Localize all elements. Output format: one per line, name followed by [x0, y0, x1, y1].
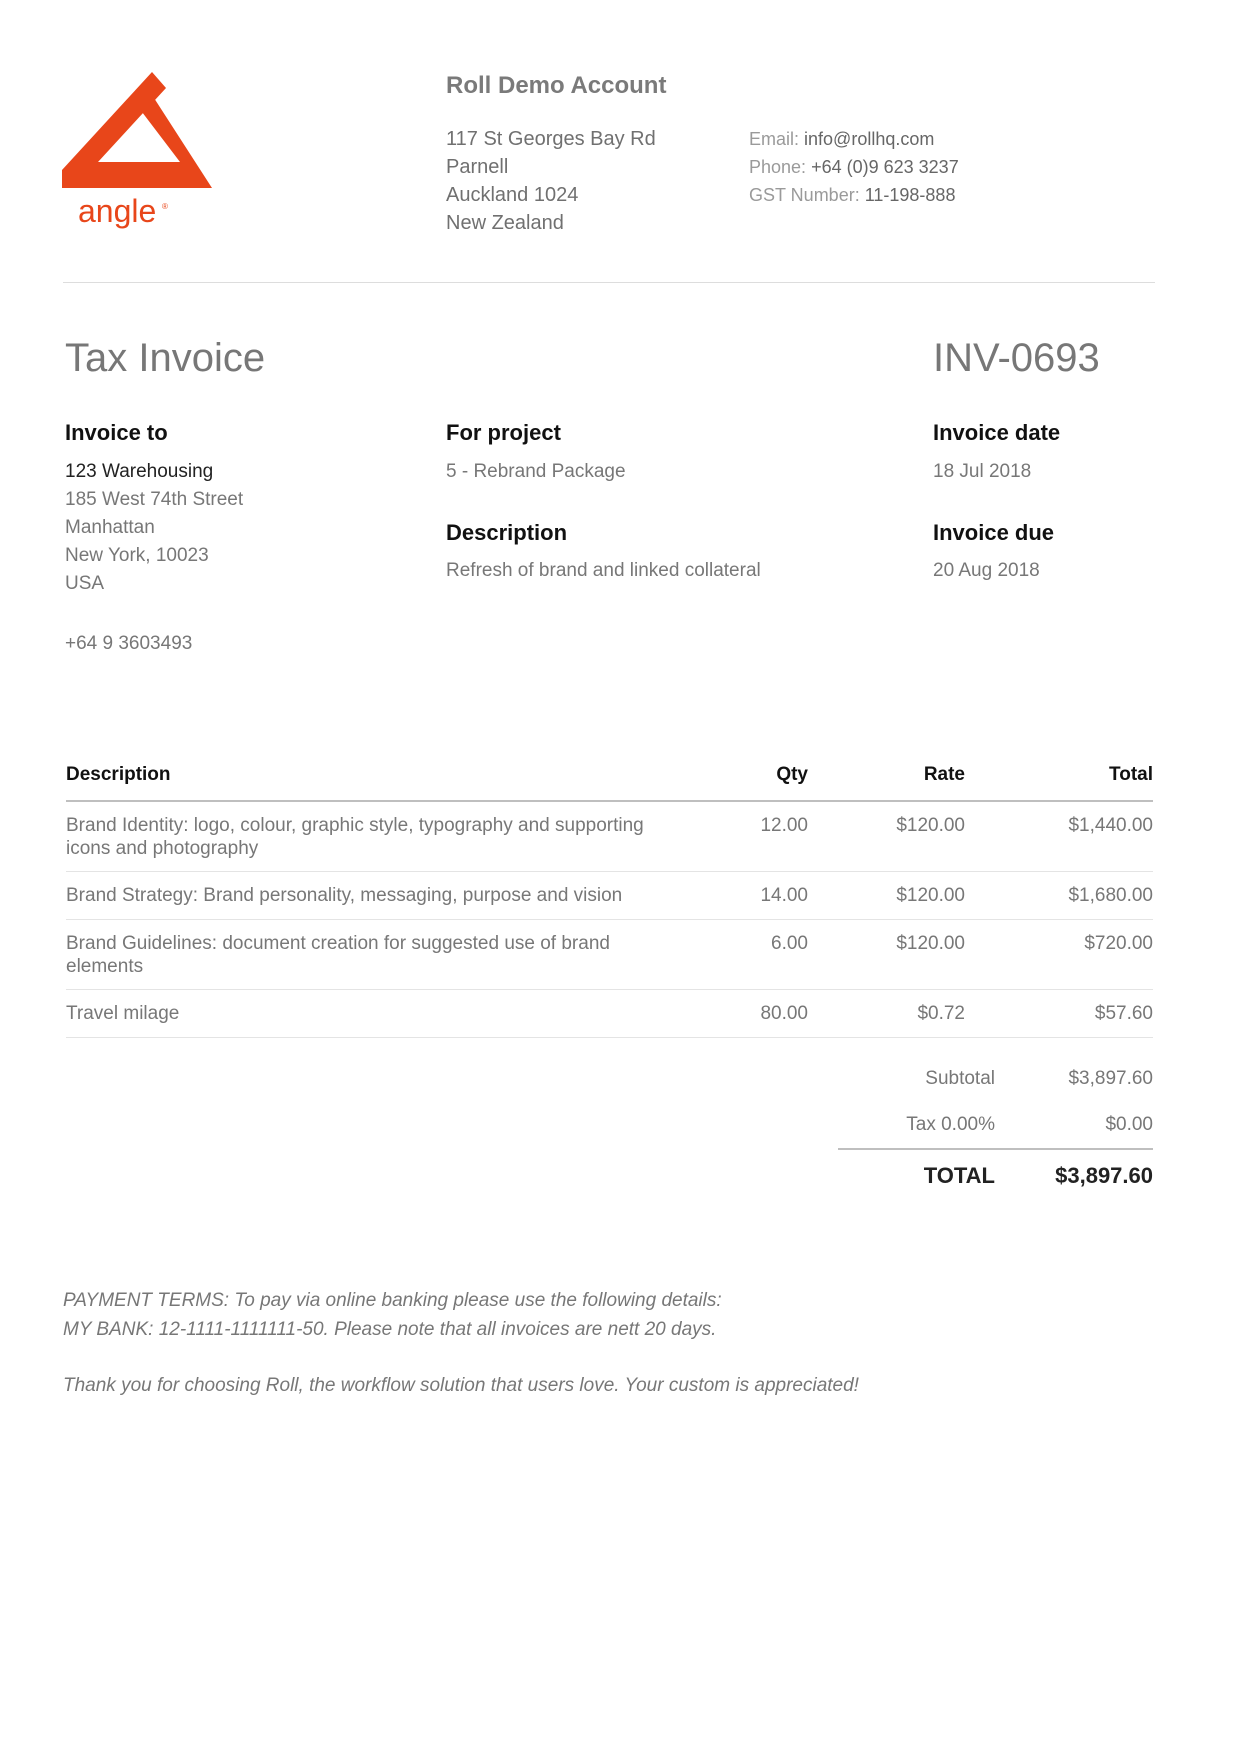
row-rate: $120.00 [896, 815, 965, 836]
document-title: Tax Invoice [65, 336, 266, 380]
gst-label: GST Number: [749, 185, 860, 205]
company-address-line: Parnell [446, 156, 509, 178]
client-address-line: 185 West 74th Street [65, 489, 244, 510]
line-items-table [66, 754, 1153, 1038]
invoice-to-block [65, 458, 243, 598]
tax-value: $0.00 [1105, 1114, 1153, 1135]
bank-details-line: MY BANK: 12-1111-1111111-50. Please note that all invoices are nett 20 days. [63, 1319, 717, 1340]
table-row [66, 990, 1153, 1038]
table-row [66, 872, 1153, 920]
client-phone: +64 9 3603493 [65, 633, 193, 654]
tax-row [838, 1114, 1153, 1136]
email-value[interactable]: info@rollhq.com [804, 129, 935, 149]
client-address-line: USA [65, 573, 105, 594]
table-header [66, 754, 1153, 802]
invoice-date-value: 18 Jul 2018 [933, 461, 1032, 482]
subtotal-label: Subtotal [925, 1068, 995, 1089]
header-divider [63, 282, 1155, 283]
client-address-line: Manhattan [65, 517, 155, 538]
row-qty: 80.00 [760, 1003, 808, 1024]
phone-value: +64 (0)9 623 3237 [811, 157, 959, 177]
row-total: $720.00 [1084, 933, 1153, 954]
grand-total-row [838, 1163, 1153, 1189]
row-rate: $0.72 [917, 1003, 965, 1024]
company-address-line: 117 St Georges Bay Rd [446, 128, 656, 150]
header-total: Total [1109, 764, 1153, 785]
gst-value: 11-198-888 [864, 185, 956, 205]
company-logo [62, 70, 222, 240]
row-total: $57.60 [1094, 1003, 1153, 1024]
company-address-line: Auckland 1024 [446, 184, 579, 206]
angle-logo-icon [62, 70, 222, 240]
row-total: $1,440.00 [1068, 815, 1153, 836]
row-qty: 12.00 [760, 815, 808, 836]
row-qty: 6.00 [771, 933, 808, 954]
row-description: Brand Strategy: Brand personality, messaging, purpose and vision [66, 885, 623, 906]
header-qty: Qty [776, 764, 808, 785]
client-address-line: New York, 10023 [65, 545, 209, 566]
row-rate: $120.00 [896, 933, 965, 954]
svg-text:®: ® [162, 202, 168, 211]
phone-row [749, 153, 959, 181]
invoice-due-label: Invoice due [933, 520, 1055, 545]
client-name: 123 Warehousing [65, 461, 214, 482]
tax-label: Tax 0.00% [906, 1114, 995, 1135]
company-address [446, 125, 656, 237]
invoice-to-label: Invoice to [65, 420, 168, 445]
total-value: $3,897.60 [1055, 1163, 1153, 1188]
payment-terms-line: PAYMENT TERMS: To pay via online banking please use the following details: [63, 1290, 722, 1311]
subtotal-value: $3,897.60 [1068, 1068, 1153, 1089]
description-value: Refresh of brand and linked collateral [446, 560, 761, 581]
row-total: $1,680.00 [1068, 885, 1153, 906]
phone-label: Phone: [749, 157, 807, 177]
company-name: Roll Demo Account [446, 72, 667, 99]
description-label: Description [446, 520, 568, 545]
row-qty: 14.00 [760, 885, 808, 906]
invoice-number: INV-0693 [933, 336, 1100, 380]
company-address-line: New Zealand [446, 212, 564, 234]
table-row [66, 802, 1153, 872]
email-label: Email: [749, 129, 800, 149]
subtotal-row [838, 1068, 1153, 1090]
gst-row [749, 181, 959, 209]
project-value: 5 - Rebrand Package [446, 461, 626, 482]
row-description: Brand Guidelines: document creation for suggested use of brand elements [66, 933, 610, 977]
email-row [749, 125, 959, 153]
table-row [66, 920, 1153, 990]
invoice-due-value: 20 Aug 2018 [933, 560, 1040, 581]
total-label: TOTAL [923, 1163, 995, 1188]
for-project-label: For project [446, 420, 561, 445]
row-description: Brand Identity: logo, colour, graphic style, typography and supporting icons and photography [66, 815, 644, 859]
header-rate: Rate [923, 764, 965, 785]
thank-you-note: Thank you for choosing Roll, the workflow solution that users love. Your custom is appreciated! [63, 1375, 859, 1396]
total-divider [838, 1148, 1153, 1150]
row-description: Travel milage [66, 1003, 180, 1024]
header-description: Description [66, 764, 171, 785]
invoice-date-label: Invoice date [933, 420, 1061, 445]
company-contact [749, 125, 959, 209]
row-rate: $120.00 [896, 885, 965, 906]
logo-wordmark: angle [78, 193, 157, 229]
